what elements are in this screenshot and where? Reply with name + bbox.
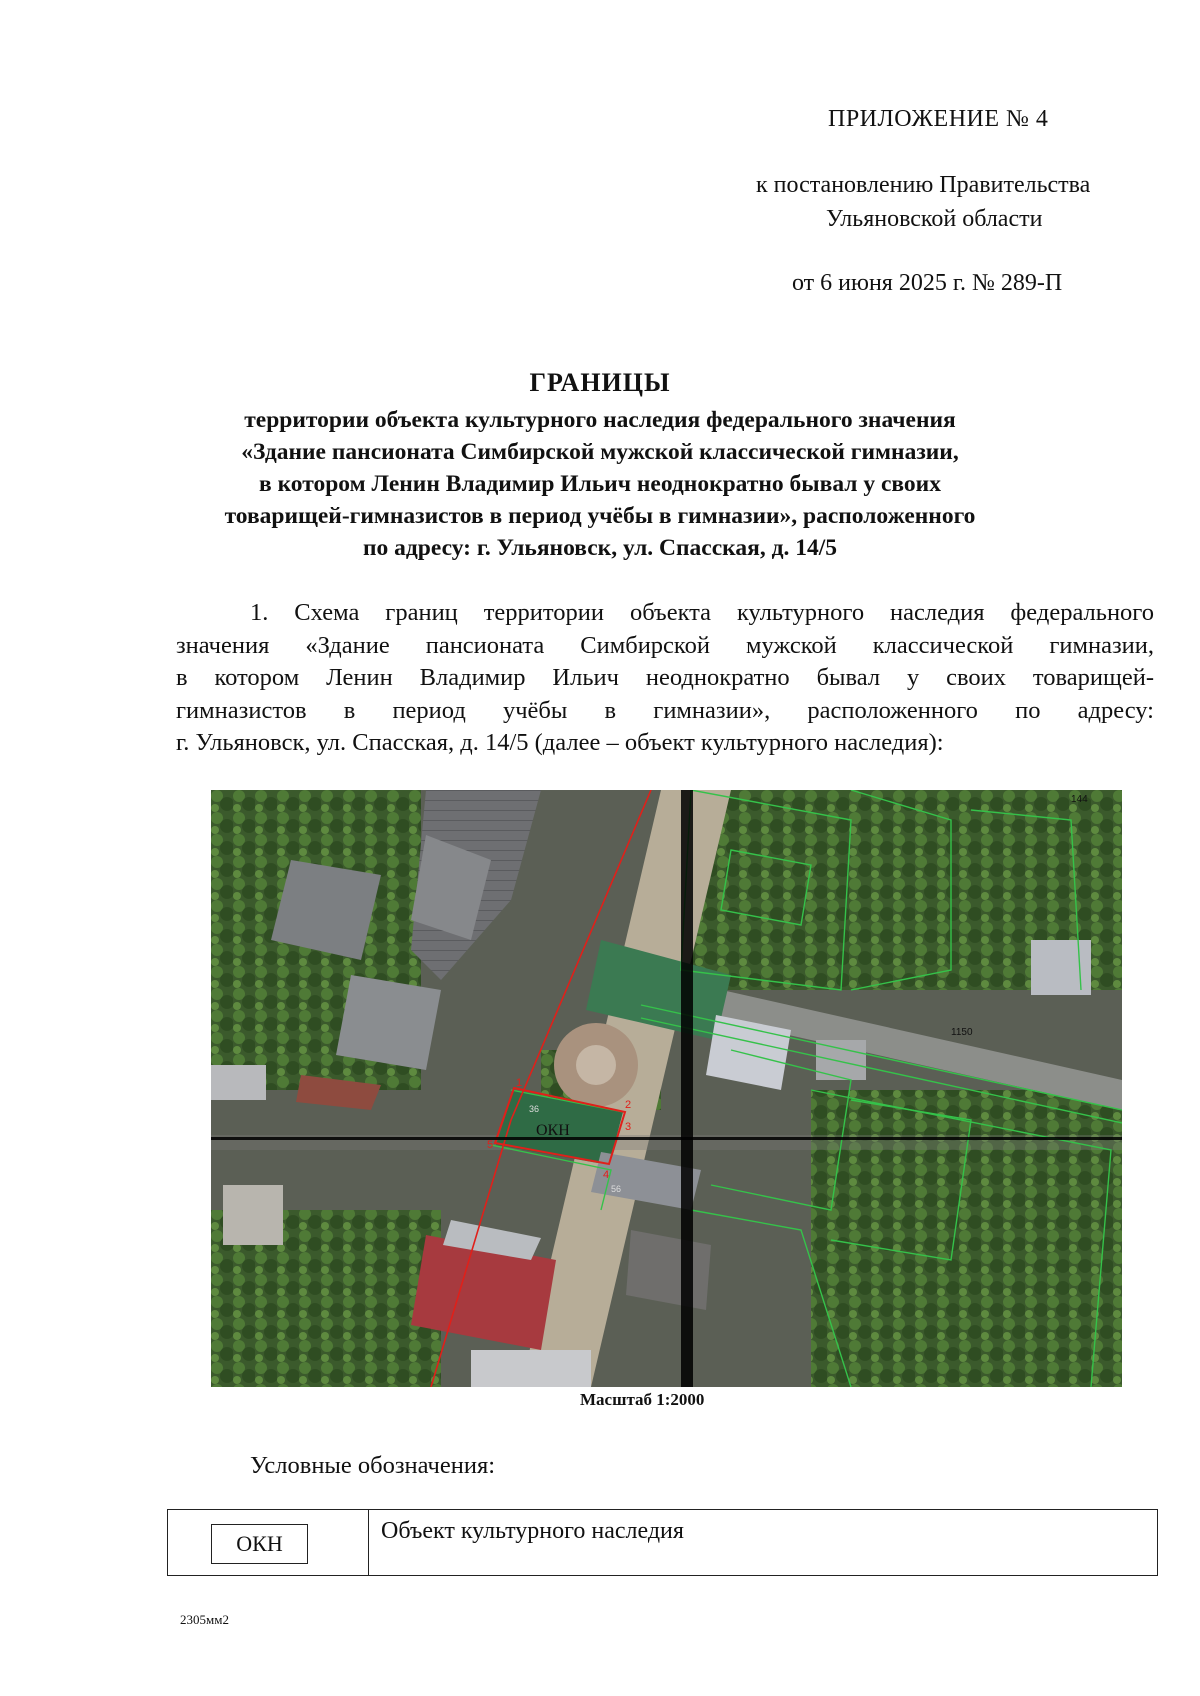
parcel-label: 144 [1071, 794, 1088, 805]
boundary-scheme-map [211, 790, 1122, 1387]
paragraph-line: г. Ульяновск, ул. Спасская, д. 14/5 (далее – объект культурного наследия): [176, 729, 944, 756]
okn-map-label: ОКН [536, 1122, 570, 1139]
legend-symbol: ОКН [211, 1524, 308, 1564]
title-line: «Здание пансионата Симбирской мужской классической гимназии, [241, 439, 959, 465]
title-main: ГРАНИЦЫ [529, 368, 671, 397]
document-title [140, 368, 1060, 564]
appendix-number: ПРИЛОЖЕНИЕ № 4 [828, 106, 1049, 132]
legend-table [167, 1509, 1158, 1576]
section-1-paragraph [176, 597, 1154, 760]
paragraph-line: гимназистов в период учёбы в гимназии», расположенного по адресу: [176, 696, 1154, 724]
legend-description: Объект культурного наследия [381, 1518, 684, 1544]
parcel-label: 1150 [951, 1027, 973, 1038]
parcel-label: 56 [611, 1184, 622, 1194]
title-line: товарищей-гимназистов в период учёбы в гимназии», расположенного [224, 503, 976, 529]
paragraph-line: в котором Ленин Владимир Ильич неоднократно бывал у своих товарищей- [176, 664, 1154, 691]
boundary-point-label: 5 [487, 1139, 494, 1151]
title-line: территории объекта культурного наследия федерального значения [244, 407, 956, 433]
boundary-point-label: 4 [603, 1169, 610, 1181]
resolution-ref-line1: к постановлению Правительства [756, 172, 1091, 198]
aerial-photo [211, 790, 1122, 1387]
boundary-point-label: 3 [625, 1121, 632, 1133]
map-scale: Масштаб 1:2000 [580, 1390, 705, 1409]
parcel-label: 36 [529, 1104, 540, 1114]
resolution-ref-line2: Ульяновской области [826, 206, 1043, 232]
paragraph-line: значения «Здание пансионата Симбирской мужской классической гимназии, [176, 631, 1154, 659]
footer-code: 2305мм2 [180, 1612, 229, 1627]
legend-title: Условные обозначения: [250, 1452, 496, 1479]
legend-divider [368, 1510, 369, 1575]
resolution-date: от 6 июня 2025 г. № 289-П [792, 270, 1063, 296]
paragraph-line: 1. Схема границ территории объекта культурного наследия федерального [250, 599, 1154, 626]
boundary-point-label: 2 [625, 1099, 632, 1111]
title-line: в котором Ленин Владимир Ильич неоднократно бывал у своих [259, 471, 941, 497]
boundary-point-label: 1 [516, 1077, 523, 1089]
title-line: по адресу: г. Ульяновск, ул. Спасская, д. 14/5 [363, 535, 837, 561]
